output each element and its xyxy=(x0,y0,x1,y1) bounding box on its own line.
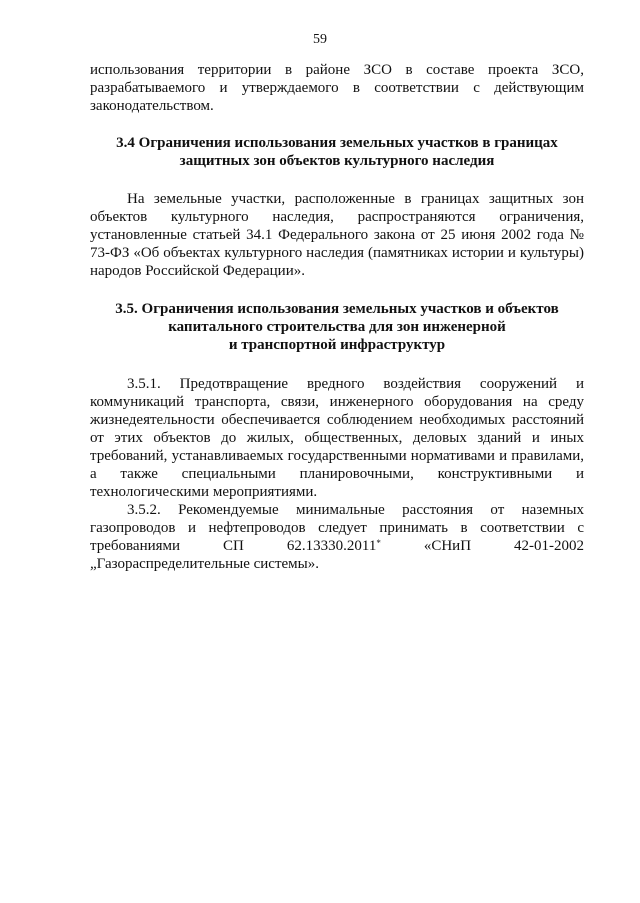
section-3-4-paragraph: На земельные участки, расположенные в границах защитных зон объектов культурного наследия, распространяются ограничения, установленные статьей 34.1 Федерального закона от 25 июня 2002 года № 73-ФЗ «Об объектах культурного наследия (памятниках истории и культуры) народов Российской Федерации». xyxy=(90,191,584,279)
section-3-5-heading-line-1: 3.5. Ограничения использования земельных участков и объектов xyxy=(115,301,559,317)
section-3-4-heading-line-1: 3.4 Ограничения использования земельных участков в границах xyxy=(116,135,558,151)
paragraph-3-5-2 xyxy=(90,501,584,573)
paragraph-3-5-2-text: 3.5.2. Рекомендуемые минимальные расстояния от наземных газопроводов и нефтепроводов следует принимать в соответствии с требованиями СП 62.13330.2011 xyxy=(90,502,584,554)
page-number: 59 xyxy=(313,32,327,47)
section-3-4-heading-line-2: защитных зон объектов культурного наследия xyxy=(179,153,495,169)
section-3-5-heading-line-3: и транспортной инфраструктур xyxy=(228,337,446,353)
footnote-asterisk: * xyxy=(376,538,381,548)
page-content xyxy=(90,61,584,573)
paragraph-3-5-1: 3.5.1. Предотвращение вредного воздействия сооружений и коммуникаций транспорта, связи, инженерного оборудования на среду жизнедеятельности обеспечивается соблюдением необходимых расстояний от этих объектов до жилых, общественных, деловых зданий и иных требований, устанавливаемых государственными нормативами и правилами, а также специальными планировочными, конструктивными и технологическими мероприятиями. xyxy=(90,376,584,500)
section-3-5-heading-line-2: капитального строительства для зон инженерной xyxy=(168,319,506,335)
intro-paragraph: использования территории в районе ЗСО в составе проекта ЗСО, разрабатываемого и утверждаемого в соответствии с действующим законодательством. xyxy=(90,62,584,114)
paragraph-3-5-2-text-end: «СНиП 42-01-2002 „Газораспределительные системы». xyxy=(90,538,585,572)
